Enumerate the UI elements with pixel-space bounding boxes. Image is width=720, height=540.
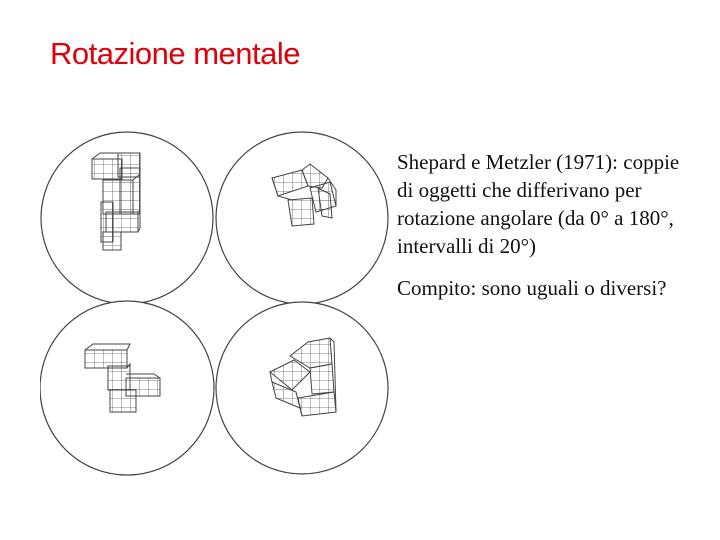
circle-bottom-right: [216, 302, 388, 474]
slide-title: Rotazione mentale: [50, 36, 300, 71]
circle-top-right: [216, 132, 388, 304]
paragraph-2: Compito: sono uguali o diversi?: [397, 276, 667, 300]
circle-top-left: [41, 132, 213, 304]
circle-bottom-left: [40, 301, 214, 475]
paragraph-1: Shepard e Metzler (1971): coppie di oggetti che differivano per rotazione angolare (da 0° a 180°, intervalli di 20°): [397, 150, 680, 258]
shepard-metzler-figure: [40, 128, 390, 520]
body-text: [397, 148, 697, 316]
